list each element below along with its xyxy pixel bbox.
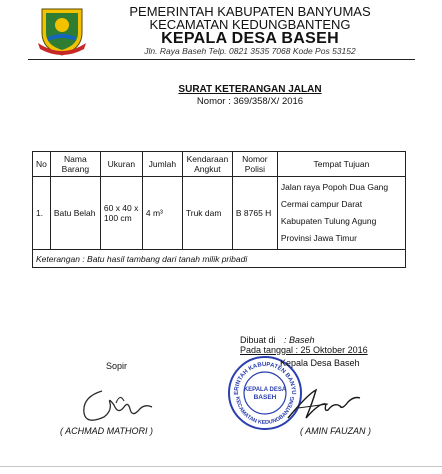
cell-quantity: 4 m³ — [142, 177, 182, 250]
header-vehicle: Kendaraan Angkut — [182, 152, 232, 177]
signer-title: Kepala Desa Baseh — [280, 358, 360, 368]
cell-plate: B 8765 H — [232, 177, 277, 250]
stamp-bottom-text: KECAMATAN KEDUNGBANTENG — [234, 396, 297, 427]
header-no: No — [33, 152, 51, 177]
head-name: ( AMIN FAUZAN ) — [300, 426, 371, 436]
document-number: Nomor : 369/358/X/ 2016 — [196, 96, 304, 107]
cell-vehicle: Truk dam — [182, 177, 232, 250]
page-bottom-divider — [0, 466, 442, 467]
created-at-label: Dibuat di — [240, 335, 276, 345]
cell-destination: Jalan raya Popoh Dua Gang Cermai campur Darat Kabupaten Tulung Agung Provinsi Jawa Timur — [277, 177, 405, 250]
table-row — [33, 177, 406, 250]
driver-signature — [74, 383, 164, 432]
created-at — [240, 335, 430, 345]
header-plate: Nomor Polisi — [232, 152, 277, 177]
driver-name: ( ACHMAD MATHORI ) — [60, 426, 153, 436]
cell-no: 1. — [33, 177, 51, 250]
letterhead-office: KEPALA DESA BASEH — [161, 30, 339, 47]
goods-table — [32, 151, 406, 268]
header-quantity: Jumlah — [142, 152, 182, 177]
regency-logo — [34, 3, 90, 57]
letterhead-district: KECAMATAN KEDUNGBANTENG — [149, 17, 351, 32]
stamp-center-title: KEPALA DESA — [243, 387, 287, 393]
table-note: Keterangan : Batu hasil tambang dari tanah milik pribadi — [33, 250, 406, 268]
letterhead-government: PEMERINTAH KABUPATEN BANYUMAS — [129, 4, 371, 19]
letterhead-divider — [28, 59, 415, 60]
cell-item: Batu Belah — [50, 177, 100, 250]
header-item-name: Nama Barang — [50, 152, 100, 177]
driver-label: Sopir — [106, 361, 128, 371]
header-size: Ukuran — [100, 152, 142, 177]
stamp-center-name: BASEH — [253, 394, 277, 401]
table-note-row — [33, 250, 406, 268]
cell-size: 60 x 40 x 100 cm — [100, 177, 142, 250]
document-title: SURAT KETERANGAN JALAN — [178, 84, 322, 95]
table-header-row — [33, 152, 406, 177]
head-signature — [268, 384, 368, 429]
letterhead-address: Jln. Raya Baseh Telp. 0821 3535 7068 Kode Pos 53152 — [144, 46, 356, 56]
stamp-ring-text: ERINTAH KABUPATEN BANYU — [233, 361, 297, 395]
header-destination: Tempat Tujuan — [277, 152, 405, 177]
created-at-value: : Baseh — [284, 335, 315, 345]
signed-on-date: Pada tanggal : 25 Oktober 2016 — [240, 345, 368, 355]
